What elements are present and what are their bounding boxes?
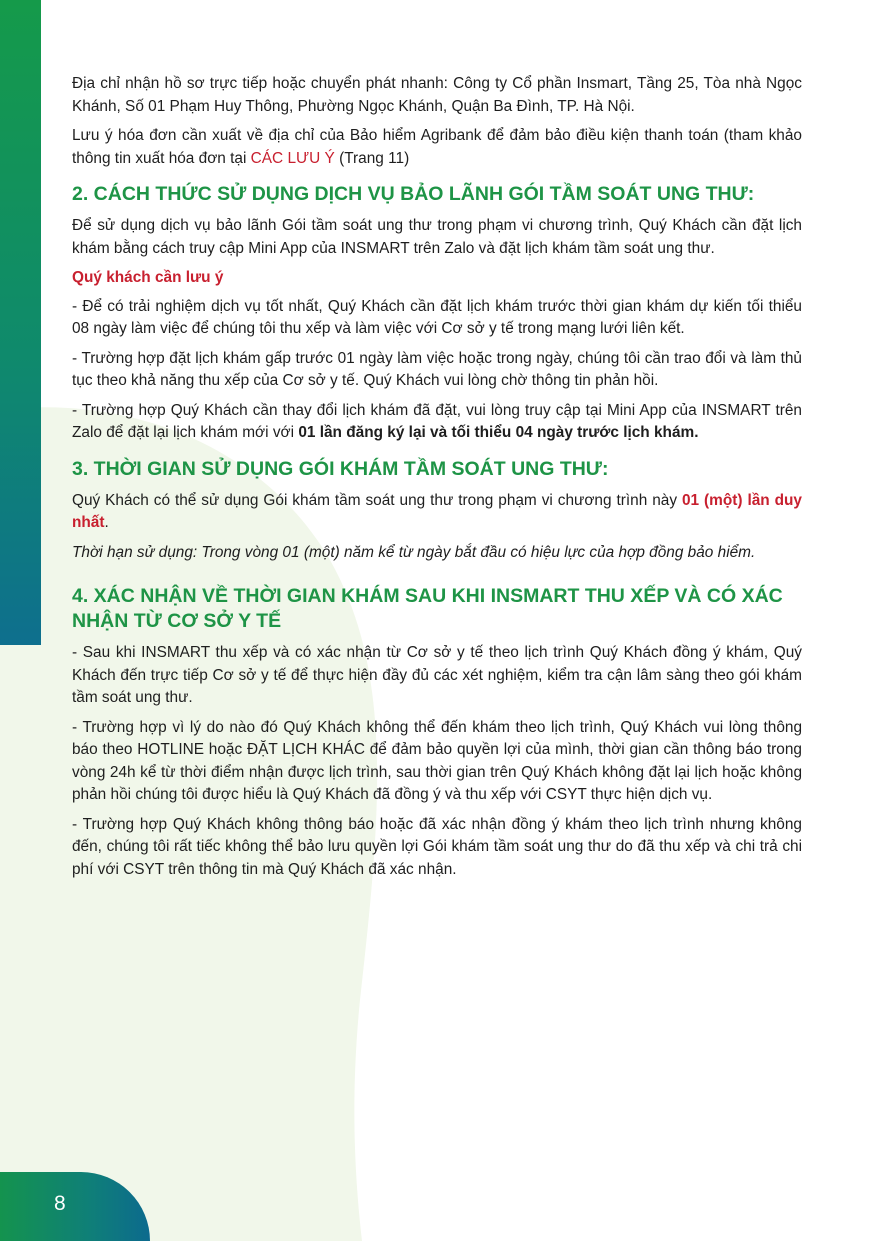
side-accent-bar [0, 0, 41, 645]
note-item-3-emphasis: 01 lần đăng ký lại và tối thiểu 04 ngày trước lịch khám. [298, 424, 699, 441]
usage-limit: 01 (một) lần duy nhất [72, 491, 802, 531]
note-item-1: - Để có trải nghiệm dịch vụ tốt nhất, Quý Khách cần đặt lịch khám trước thời gian khám dự kiến tối thiểu 08 ngày làm việc để chúng tôi thu xếp và làm việc với Cơ sở y tế trong mạng lưới liên kết. [72, 297, 802, 337]
section-3-body-text: Quý Khách có thể sử dụng Gói khám tầm soát ung thư trong phạm vi chương trình này [72, 491, 682, 509]
note-item-3-text: - Trường hợp Quý Khách cần thay đổi lịch khám đã đặt, vui lòng truy cập tại Mini App của INSMART trên Zalo để đặt lại lịch khám mới với [72, 401, 802, 441]
invoice-note [72, 125, 802, 170]
note-title: Quý khách cần lưu ý [72, 269, 224, 286]
section-2-body: Để sử dụng dịch vụ bảo lãnh Gói tầm soát ung thư trong phạm vi chương trình, Quý Khách cần đặt lịch khám bằng cách truy cập Mini App của INSMART trên Zalo và đặt lịch khám tầm soát ung thư. [72, 217, 802, 257]
section-3-body-end: . [104, 514, 109, 531]
invoice-note-page: (Trang 11) [334, 149, 410, 167]
validity-period: Thời hạn sử dụng: Trong vòng 01 (một) năm kể từ ngày bắt đầu có hiệu lực của hợp đồng bảo hiểm. [72, 543, 756, 561]
document-body [72, 73, 802, 888]
section-4-item-1: - Sau khi INSMART thu xếp và có xác nhận từ Cơ sở y tế theo lịch trình Quý Khách đồng ý khám, Quý Khách đến trực tiếp Cơ sở y tế để thực hiện đầy đủ các xét nghiệm, kiểm tra cận lâm sàng theo gói khám tầm soát ung thư. [72, 644, 802, 706]
address-paragraph: Địa chỉ nhận hồ sơ trực tiếp hoặc chuyển phát nhanh: Công ty Cổ phần Insmart, Tầng 25, Tòa nhà Ngọc Khánh, Số 01 Phạm Huy Thông, Phường Ngọc Khánh, Quận Ba Đình, TP. Hà Nội. [72, 75, 802, 115]
section-4-item-3: - Trường hợp Quý Khách không thông báo hoặc đã xác nhận đồng ý khám theo lịch trình nhưng không đến, chúng tôi rất tiếc không thể bảo lưu quyền lợi Gói khám tầm soát ung thư do đã thu xếp và chi trả chi phí với CSYT trên thông tin mà Quý Khách đã xác nhận. [72, 815, 802, 878]
section-4-heading: 4. XÁC NHẬN VỀ THỜI GIAN KHÁM SAU KHI INSMART THU XẾP VÀ CÓ XÁC NHẬN TỪ CƠ SỞ Y TẾ [72, 585, 783, 632]
section-4-item-2: - Trường hợp vì lý do nào đó Quý Khách không thể đến khám theo lịch trình, Quý Khách vui lòng thông báo theo HOTLINE hoặc ĐẶT LỊCH KHÁC để đảm bảo quyền lợi của mình, thời gian cần thông báo trong vòng 24h kể từ thời điểm nhận được lịch trình, sau thời gian trên Quý Khách không đặt lại lịch hoặc không phản hồi chúng tôi được hiểu là Quý Khách đã đồng ý và thu xếp với CSYT thực hiện dịch vụ. [72, 718, 802, 803]
section-3-body [72, 490, 802, 535]
page-number: 8 [54, 1192, 66, 1215]
note-item-2: - Trường hợp đặt lịch khám gấp trước 01 ngày làm việc hoặc trong ngày, chúng tôi cần trao đổi và làm thủ tục theo khả năng thu xếp của Cơ sở y tế. Quý Khách vui lòng chờ thông tin phản hồi. [72, 349, 802, 389]
invoice-note-text: Lưu ý hóa đơn cần xuất về địa chỉ của Bảo hiểm Agribank để đảm bảo điều kiện thanh toán (tham khảo thông tin xuất hóa đơn tại [72, 127, 802, 167]
notes-link[interactable]: CÁC LƯU Ý [250, 149, 335, 167]
note-item-3 [72, 400, 802, 445]
section-3-heading: 3. THỜI GIAN SỬ DỤNG GÓI KHÁM TẦM SOÁT UNG THƯ: [72, 457, 609, 480]
section-2-heading: 2. CÁCH THỨC SỬ DỤNG DỊCH VỤ BẢO LÃNH GÓI TẦM SOÁT UNG THƯ: [72, 183, 755, 205]
